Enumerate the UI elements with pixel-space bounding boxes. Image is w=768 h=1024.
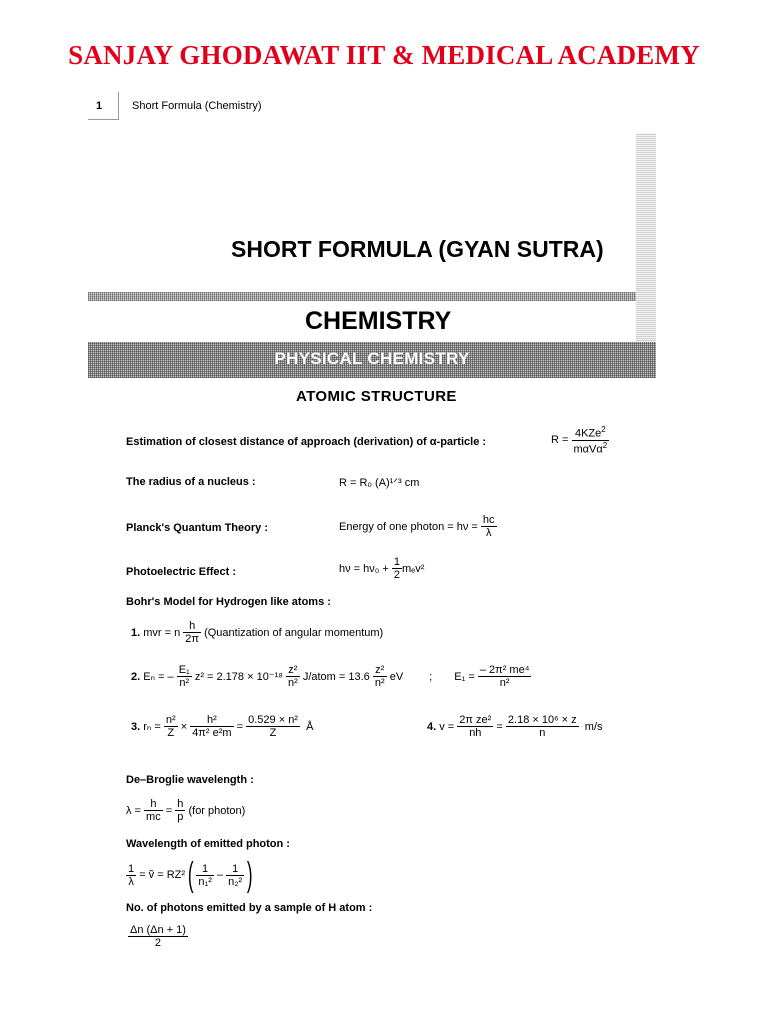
denominator: Z (164, 726, 178, 739)
denominator: n₂² (228, 875, 243, 888)
fraction (190, 714, 233, 739)
formula-closest-approach-expr (551, 425, 609, 455)
expr-unit: eV (389, 670, 404, 683)
fraction (506, 714, 579, 739)
page-number: 1 (96, 100, 103, 112)
fraction (457, 714, 493, 739)
expr: Energy of one photon = hν = (339, 520, 478, 533)
denominator: n² (374, 677, 385, 689)
debroglie-heading (126, 774, 254, 786)
dotted-band (88, 292, 636, 301)
fraction (177, 664, 192, 689)
expr-unit: m/s (584, 720, 603, 733)
separator: ; (429, 670, 433, 683)
numerator: Δn (Δn + 1) (130, 924, 186, 936)
bohr-formula-3 (131, 714, 313, 739)
numerator: 1 (128, 862, 135, 875)
expr: hν = hν₀ + (339, 562, 389, 575)
numerator: h (189, 620, 196, 632)
header-title: Short Formula (Chemistry) (132, 100, 262, 112)
wavelength-heading (126, 838, 290, 850)
academy-title: SANJAY GHODAWAT IIT & MEDICAL ACADEMY (68, 40, 700, 70)
fraction (226, 863, 244, 888)
formula-planck-expr (339, 514, 497, 539)
item-index: 3. (131, 720, 141, 733)
wavelength-formula (126, 858, 256, 892)
denominator: 2 (128, 936, 188, 949)
numerator: 1 (202, 862, 209, 875)
operator: = (236, 720, 244, 733)
operator: – (216, 869, 224, 881)
expr-lhs: E₁ = (454, 670, 475, 683)
fraction (126, 863, 136, 888)
expr-mid: z² = 2.178 × 10⁻¹⁸ (194, 671, 283, 683)
denominator: nh (457, 726, 493, 739)
fraction (478, 664, 532, 689)
fraction (392, 556, 402, 581)
subject-title: CHEMISTRY (305, 307, 452, 335)
denominator: n₁² (198, 875, 212, 888)
expr: mvr = n (143, 626, 181, 639)
formula-planck (126, 522, 268, 534)
fraction (183, 620, 201, 645)
expr: Eₙ = – (143, 671, 174, 683)
fraction (164, 714, 178, 739)
formula-radius-expr (339, 476, 419, 489)
expr-lhs: R = (551, 434, 569, 447)
fraction (144, 798, 163, 823)
denominator: n² (287, 677, 298, 689)
expr-unit: Å (306, 720, 314, 733)
formula-photoelectric (126, 566, 236, 578)
numerator: h (177, 798, 184, 810)
main-title: SHORT FORMULA (GYAN SUTRA) (231, 236, 604, 262)
denominator: λ (481, 526, 497, 539)
photons-heading (126, 902, 372, 914)
numerator: z² (375, 664, 385, 676)
bohr-heading (126, 596, 331, 608)
fraction (128, 924, 188, 949)
bohr-formula-1 (131, 620, 383, 645)
expr-tail: mₑv² (402, 562, 425, 575)
denominator: p (177, 811, 184, 823)
numerator: hc (482, 514, 495, 526)
formula-closest-approach (126, 436, 486, 448)
item-index: 1. (131, 626, 141, 639)
header-underline (88, 119, 119, 120)
numerator: z² (288, 664, 298, 676)
denominator: mc (146, 811, 161, 823)
fraction (175, 798, 185, 823)
expr-mid: = ṽ = RZ² (139, 869, 186, 881)
numerator: 2π ze² (459, 714, 492, 726)
formula-label: Estimation of closest distance of approach (derivation) of α-particle : (126, 436, 487, 448)
right-paren: ) (247, 856, 253, 894)
formula-label: No. of photons emitted by a sample of H atom : (126, 902, 373, 914)
denominator: n (506, 726, 579, 739)
numerator: – 2π² me⁴ (479, 664, 530, 676)
debroglie-formula (126, 798, 245, 823)
fraction (246, 714, 300, 739)
bohr-formula-4 (427, 714, 603, 739)
numerator: 1 (232, 862, 239, 875)
fraction (481, 514, 497, 539)
expr-lhs: λ = (126, 804, 141, 817)
expr: rₙ = (143, 721, 161, 733)
denominator: n² (177, 676, 192, 689)
numerator: n² (165, 714, 176, 726)
fraction (286, 664, 300, 689)
left-paren: ( (187, 856, 194, 894)
numerator: 4KZe (574, 427, 602, 440)
numerator: E₁ (178, 664, 190, 676)
fraction (373, 664, 387, 689)
item-index: 2. (131, 670, 141, 683)
operator: × (180, 720, 188, 733)
operator: = (165, 804, 173, 817)
denominator: 2 (393, 569, 401, 581)
side-pattern-band (636, 133, 656, 343)
item-index: 4. (427, 720, 437, 733)
numerator: h² (206, 714, 217, 726)
denominator: n² (478, 676, 532, 689)
denominator: Z (246, 726, 300, 739)
bohr-formula-2 (131, 664, 531, 689)
denominator: mαVα (573, 443, 603, 456)
header-divider (118, 92, 119, 120)
expr: v = (439, 720, 455, 733)
section-title: PHYSICAL CHEMISTRY (274, 349, 470, 368)
fraction (196, 863, 214, 888)
formula-label: Wavelength of emitted photon : (126, 838, 290, 850)
fraction: $\frac{4KZe^2}{m\alpha V\alpha^2}$ (573, 425, 608, 456)
chapter-title: ATOMIC STRUCTURE (296, 388, 457, 405)
note: (Quantization of angular momentum) (204, 626, 384, 639)
denominator: 4π² e²m (192, 727, 232, 739)
operator: = (496, 720, 503, 733)
formula-radius (126, 476, 256, 488)
denominator: λ (126, 875, 136, 888)
formula-label: The radius of a nucleus : (126, 476, 256, 488)
note: (for photon) (188, 804, 246, 817)
photons-formula (128, 924, 188, 949)
formula-photoelectric-expr (339, 556, 424, 581)
formula-label: Planck's Quantum Theory : (126, 522, 268, 534)
numerator: 0.529 × n² (248, 714, 298, 726)
formula-label: De–Broglie wavelength : (126, 774, 254, 786)
numerator: 1 (393, 556, 401, 568)
denominator: 2π (185, 633, 200, 645)
expr: R = R₀ (A)¹ᐟ³ cm (339, 477, 420, 489)
numerator: 2.18 × 10⁶ × z (507, 714, 577, 726)
formula-label: Photoelectric Effect : (126, 566, 237, 578)
numerator: h (150, 798, 157, 810)
expr-unit: J/atom = 13.6 (302, 670, 370, 683)
formula-label: Bohr's Model for Hydrogen like atoms : (126, 596, 331, 608)
